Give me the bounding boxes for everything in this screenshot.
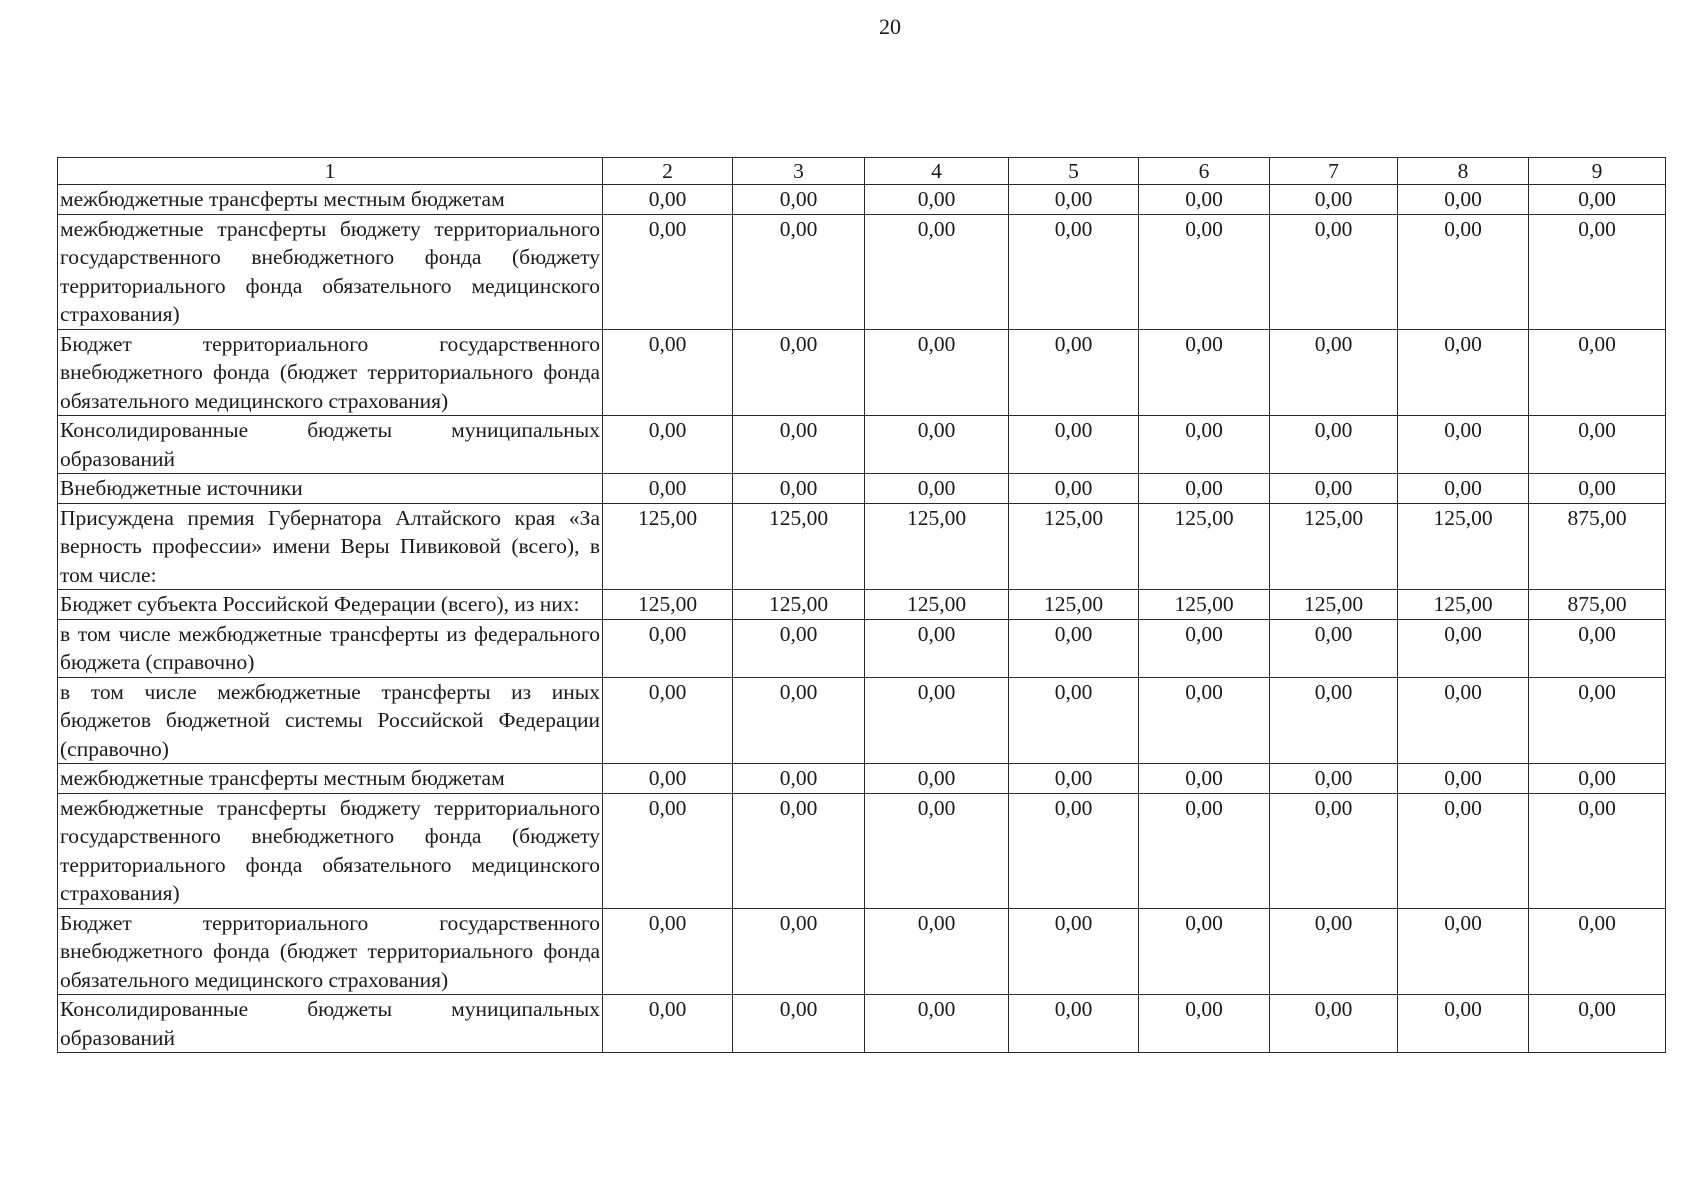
row-value-col-3: 0,00 — [733, 619, 865, 677]
row-value-col-9: 0,00 — [1529, 474, 1666, 504]
row-value-col-9: 0,00 — [1529, 214, 1666, 329]
row-label: межбюджетные трансферты местным бюджетам — [58, 764, 603, 794]
row-value-col-7: 0,00 — [1270, 995, 1398, 1053]
row-value-col-7: 0,00 — [1270, 214, 1398, 329]
row-value-col-8: 0,00 — [1398, 416, 1529, 474]
row-value-col-8: 0,00 — [1398, 214, 1529, 329]
row-value-col-2: 0,00 — [603, 995, 733, 1053]
table-row — [58, 416, 1666, 474]
row-value-col-9: 0,00 — [1529, 793, 1666, 908]
row-value-col-4: 125,00 — [865, 503, 1009, 590]
row-value-col-2: 0,00 — [603, 185, 733, 215]
row-value-col-8: 0,00 — [1398, 329, 1529, 416]
row-value-col-3: 0,00 — [733, 185, 865, 215]
row-value-col-2: 0,00 — [603, 619, 733, 677]
row-value-col-2: 0,00 — [603, 764, 733, 794]
row-value-col-9: 0,00 — [1529, 619, 1666, 677]
row-value-col-7: 0,00 — [1270, 908, 1398, 995]
row-value-col-7: 125,00 — [1270, 503, 1398, 590]
row-value-col-2: 0,00 — [603, 908, 733, 995]
row-value-col-6: 125,00 — [1139, 503, 1270, 590]
table-row — [58, 590, 1666, 620]
column-header-1: 1 — [58, 158, 603, 185]
row-label: Консолидированные бюджеты муниципальных образований — [58, 995, 603, 1053]
row-value-col-4: 0,00 — [865, 677, 1009, 764]
row-value-col-2: 0,00 — [603, 677, 733, 764]
row-value-col-8: 0,00 — [1398, 619, 1529, 677]
row-value-col-3: 0,00 — [733, 416, 865, 474]
row-value-col-3: 0,00 — [733, 474, 865, 504]
row-value-col-6: 125,00 — [1139, 590, 1270, 620]
column-header-8: 8 — [1398, 158, 1529, 185]
row-value-col-6: 0,00 — [1139, 677, 1270, 764]
row-value-col-6: 0,00 — [1139, 764, 1270, 794]
row-label: в том числе межбюджетные трансферты из иных бюджетов бюджетной системы Российской Федерации (справочно) — [58, 677, 603, 764]
row-value-col-5: 125,00 — [1009, 590, 1139, 620]
row-value-col-6: 0,00 — [1139, 995, 1270, 1053]
row-label: Присуждена премия Губернатора Алтайского края «За верность профессии» имени Веры Пивиковой (всего), в том числе: — [58, 503, 603, 590]
row-value-col-5: 0,00 — [1009, 329, 1139, 416]
page-number: 20 — [879, 14, 901, 39]
row-value-col-6: 0,00 — [1139, 619, 1270, 677]
row-value-col-2: 0,00 — [603, 416, 733, 474]
row-value-col-4: 0,00 — [865, 764, 1009, 794]
row-value-col-9: 875,00 — [1529, 590, 1666, 620]
row-value-col-6: 0,00 — [1139, 416, 1270, 474]
row-value-col-5: 0,00 — [1009, 908, 1139, 995]
row-value-col-9: 0,00 — [1529, 908, 1666, 995]
table-row — [58, 474, 1666, 504]
row-value-col-7: 0,00 — [1270, 764, 1398, 794]
row-label: межбюджетные трансферты бюджету территориального государственного внебюджетного фонда (бюджету территориального фонда обязательного медицинского страхования) — [58, 214, 603, 329]
row-label: Консолидированные бюджеты муниципальных образований — [58, 416, 603, 474]
row-label: Внебюджетные источники — [58, 474, 603, 504]
row-value-col-9: 0,00 — [1529, 764, 1666, 794]
row-value-col-5: 125,00 — [1009, 503, 1139, 590]
table-row — [58, 764, 1666, 794]
row-value-col-7: 125,00 — [1270, 590, 1398, 620]
row-value-col-4: 0,00 — [865, 416, 1009, 474]
row-value-col-6: 0,00 — [1139, 908, 1270, 995]
row-label: межбюджетные трансферты местным бюджетам — [58, 185, 603, 215]
table-row — [58, 677, 1666, 764]
row-value-col-6: 0,00 — [1139, 185, 1270, 215]
budget-table — [57, 157, 1666, 1053]
column-header-5: 5 — [1009, 158, 1139, 185]
row-value-col-2: 125,00 — [603, 503, 733, 590]
row-value-col-4: 0,00 — [865, 995, 1009, 1053]
row-value-col-2: 0,00 — [603, 474, 733, 504]
row-value-col-4: 125,00 — [865, 590, 1009, 620]
row-value-col-4: 0,00 — [865, 793, 1009, 908]
column-header-2: 2 — [603, 158, 733, 185]
row-value-col-3: 0,00 — [733, 329, 865, 416]
row-value-col-4: 0,00 — [865, 214, 1009, 329]
row-value-col-8: 0,00 — [1398, 764, 1529, 794]
row-value-col-2: 125,00 — [603, 590, 733, 620]
row-value-col-3: 125,00 — [733, 590, 865, 620]
column-header-4: 4 — [865, 158, 1009, 185]
row-value-col-5: 0,00 — [1009, 995, 1139, 1053]
row-value-col-3: 0,00 — [733, 214, 865, 329]
row-value-col-3: 0,00 — [733, 908, 865, 995]
row-value-col-7: 0,00 — [1270, 474, 1398, 504]
column-header-6: 6 — [1139, 158, 1270, 185]
row-value-col-9: 0,00 — [1529, 329, 1666, 416]
row-value-col-6: 0,00 — [1139, 474, 1270, 504]
row-value-col-4: 0,00 — [865, 185, 1009, 215]
row-value-col-5: 0,00 — [1009, 764, 1139, 794]
row-value-col-4: 0,00 — [865, 908, 1009, 995]
table-row — [58, 185, 1666, 215]
row-label: в том числе межбюджетные трансферты из федерального бюджета (справочно) — [58, 619, 603, 677]
row-value-col-5: 0,00 — [1009, 793, 1139, 908]
row-value-col-6: 0,00 — [1139, 329, 1270, 416]
row-value-col-8: 0,00 — [1398, 995, 1529, 1053]
row-value-col-5: 0,00 — [1009, 214, 1139, 329]
row-value-col-6: 0,00 — [1139, 214, 1270, 329]
table-row — [58, 503, 1666, 590]
row-value-col-8: 0,00 — [1398, 793, 1529, 908]
row-value-col-9: 0,00 — [1529, 995, 1666, 1053]
row-value-col-5: 0,00 — [1009, 677, 1139, 764]
table-row — [58, 214, 1666, 329]
row-value-col-4: 0,00 — [865, 619, 1009, 677]
row-value-col-3: 125,00 — [733, 503, 865, 590]
row-value-col-3: 0,00 — [733, 793, 865, 908]
table-row — [58, 908, 1666, 995]
table-row — [58, 619, 1666, 677]
row-value-col-3: 0,00 — [733, 677, 865, 764]
row-value-col-7: 0,00 — [1270, 793, 1398, 908]
row-value-col-8: 0,00 — [1398, 474, 1529, 504]
row-label: межбюджетные трансферты бюджету территориального государственного внебюджетного фонда (бюджету территориального фонда обязательного медицинского страхования) — [58, 793, 603, 908]
row-value-col-6: 0,00 — [1139, 793, 1270, 908]
row-value-col-7: 0,00 — [1270, 185, 1398, 215]
row-value-col-8: 0,00 — [1398, 185, 1529, 215]
column-header-9: 9 — [1529, 158, 1666, 185]
row-value-col-7: 0,00 — [1270, 416, 1398, 474]
row-value-col-5: 0,00 — [1009, 185, 1139, 215]
row-value-col-2: 0,00 — [603, 214, 733, 329]
row-label: Бюджет территориального государственного внебюджетного фонда (бюджет территориального фонда обязательного медицинского страхования) — [58, 908, 603, 995]
table-header-row — [58, 158, 1666, 185]
row-value-col-9: 0,00 — [1529, 416, 1666, 474]
column-header-7: 7 — [1270, 158, 1398, 185]
row-value-col-5: 0,00 — [1009, 619, 1139, 677]
row-value-col-7: 0,00 — [1270, 619, 1398, 677]
table-row — [58, 995, 1666, 1053]
row-value-col-9: 875,00 — [1529, 503, 1666, 590]
row-value-col-4: 0,00 — [865, 474, 1009, 504]
table-row — [58, 793, 1666, 908]
row-value-col-3: 0,00 — [733, 995, 865, 1053]
row-value-col-7: 0,00 — [1270, 677, 1398, 764]
table-row — [58, 329, 1666, 416]
row-value-col-3: 0,00 — [733, 764, 865, 794]
row-value-col-9: 0,00 — [1529, 185, 1666, 215]
row-value-col-5: 0,00 — [1009, 474, 1139, 504]
row-value-col-9: 0,00 — [1529, 677, 1666, 764]
column-header-3: 3 — [733, 158, 865, 185]
row-value-col-2: 0,00 — [603, 793, 733, 908]
row-label: Бюджет территориального государственного внебюджетного фонда (бюджет территориального фонда обязательного медицинского страхования) — [58, 329, 603, 416]
row-value-col-7: 0,00 — [1270, 329, 1398, 416]
row-value-col-2: 0,00 — [603, 329, 733, 416]
row-value-col-4: 0,00 — [865, 329, 1009, 416]
row-value-col-8: 0,00 — [1398, 908, 1529, 995]
row-value-col-8: 125,00 — [1398, 590, 1529, 620]
row-value-col-8: 125,00 — [1398, 503, 1529, 590]
row-value-col-5: 0,00 — [1009, 416, 1139, 474]
row-label: Бюджет субъекта Российской Федерации (всего), из них: — [58, 590, 603, 620]
row-value-col-8: 0,00 — [1398, 677, 1529, 764]
